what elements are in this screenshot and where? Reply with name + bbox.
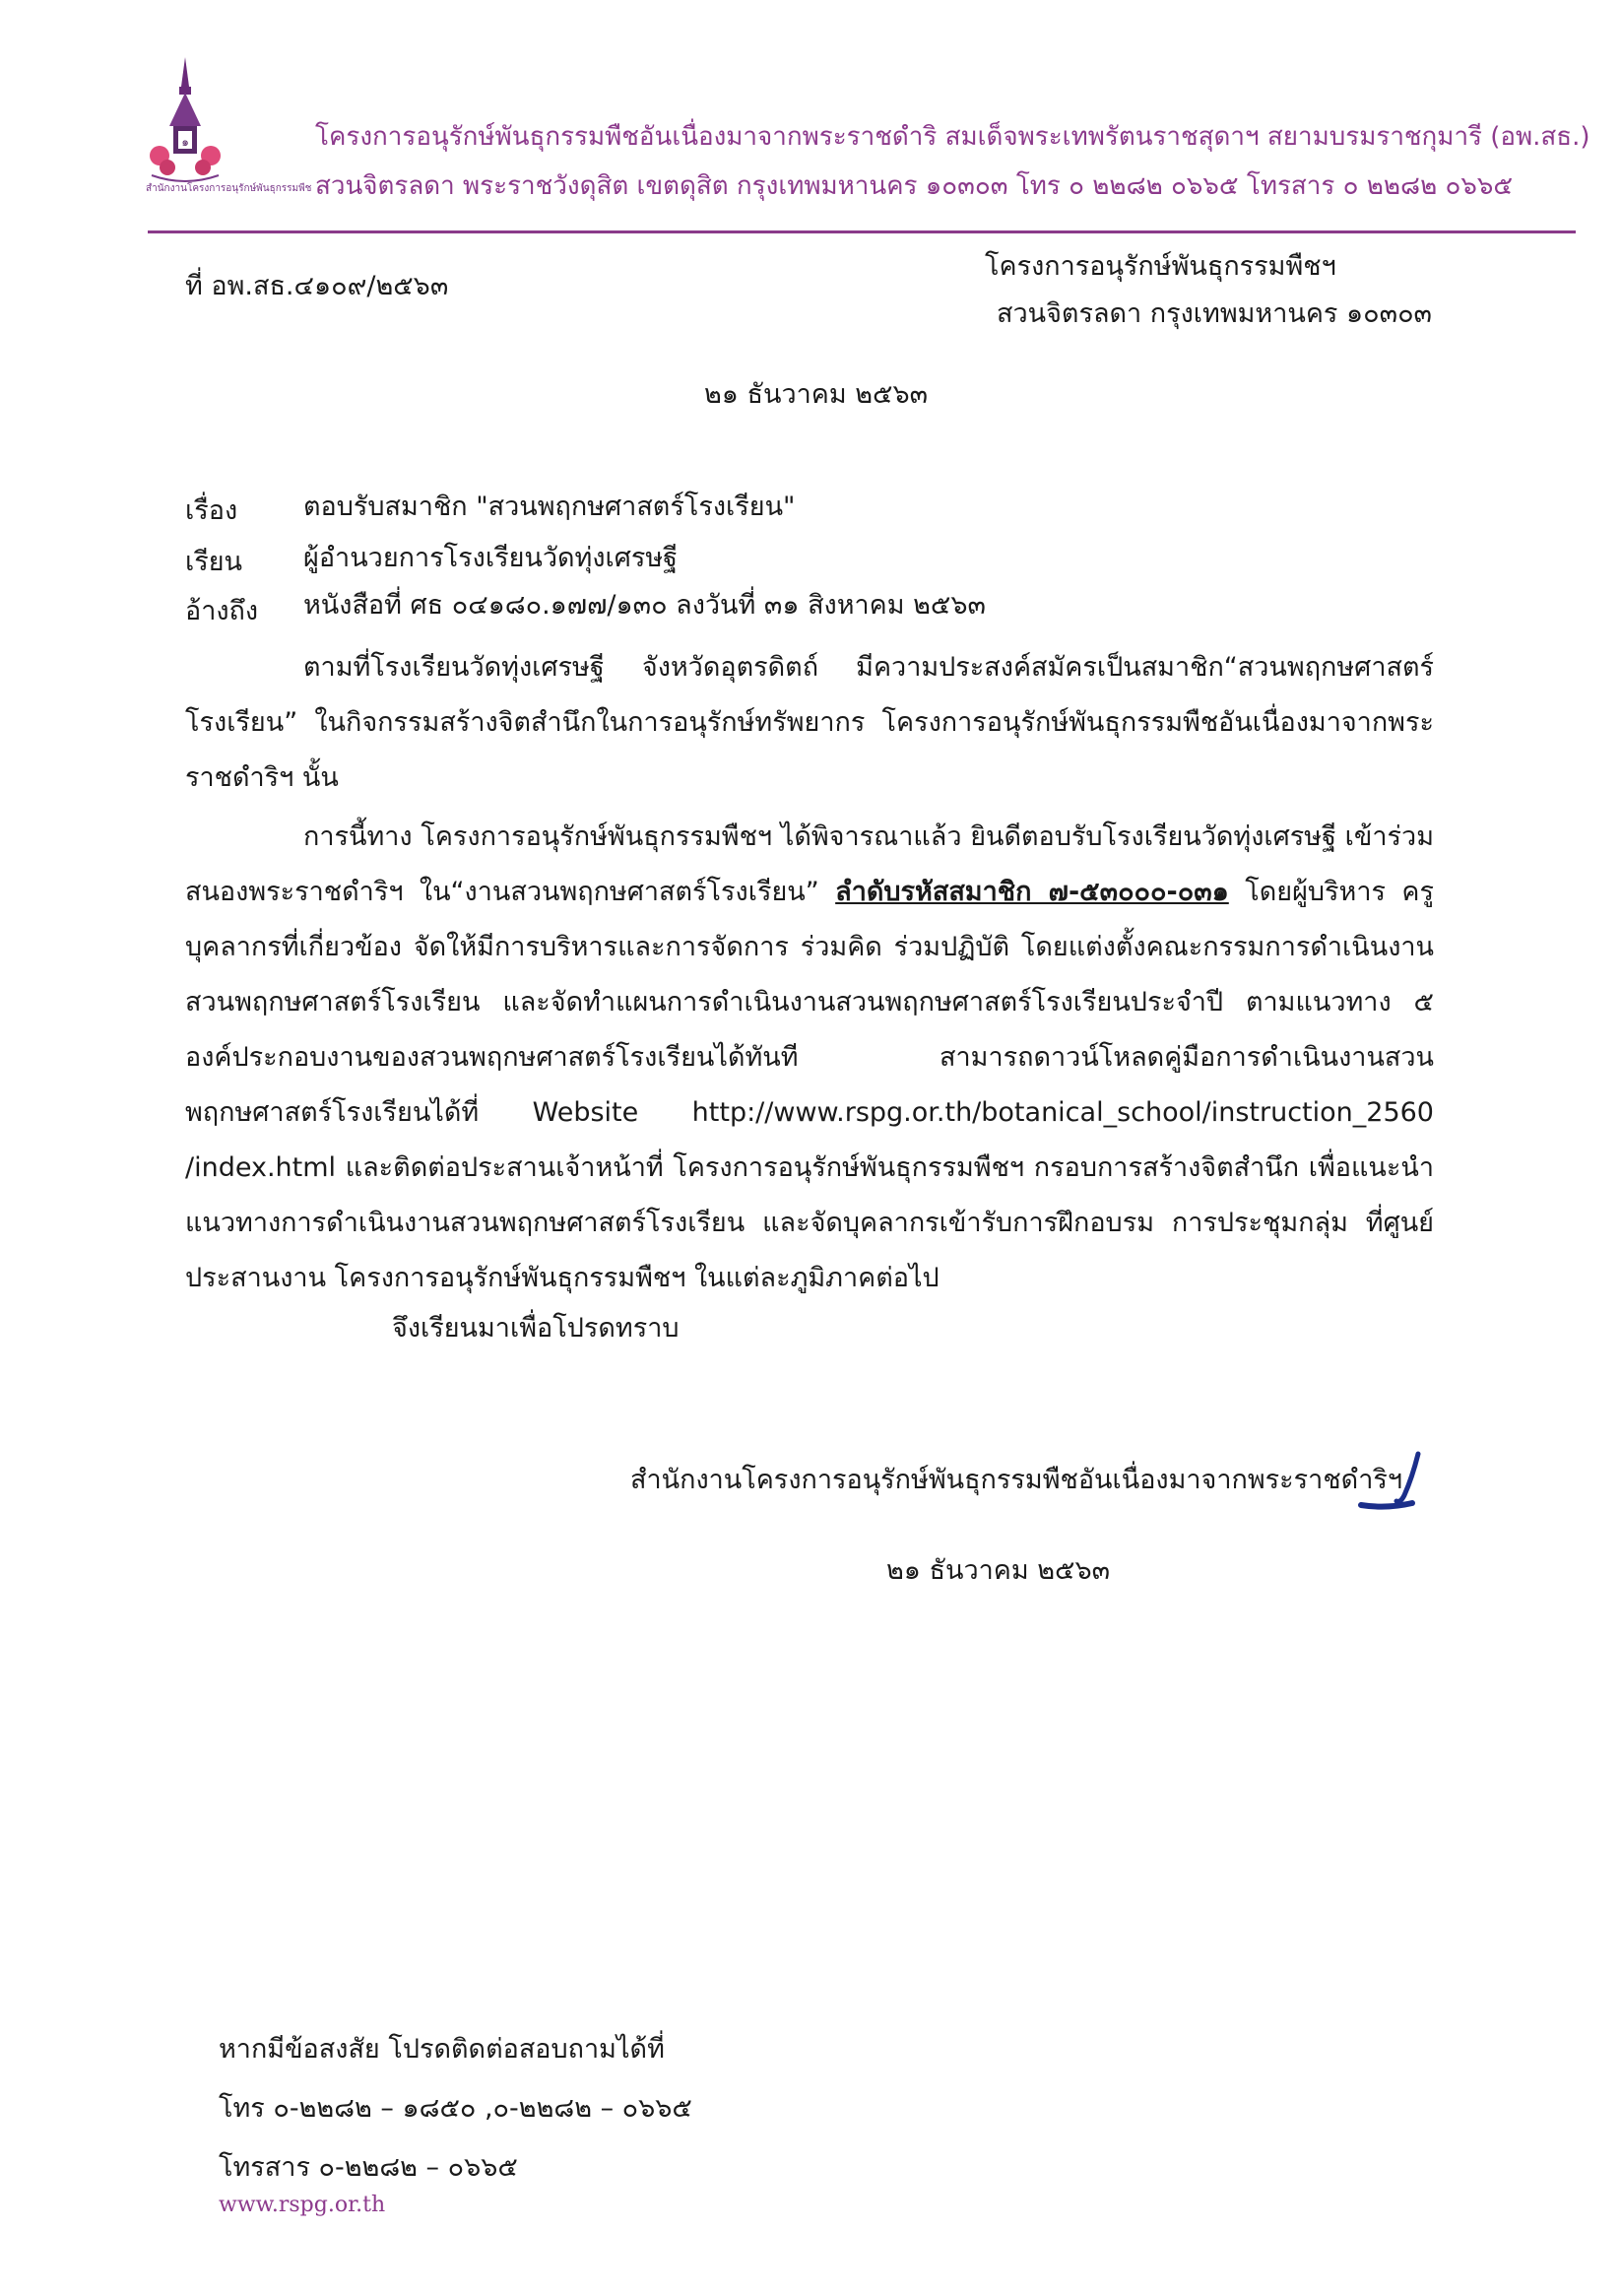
paragraph-2-text-b: โดยผู้บริหาร ครู บุคลากรที่เกี่ยวข้อง จัดให้มีการบริหารและการจัดการ ร่วมคิด ร่วมปฏิบัติ โดยแต่งตั้งคณะกรรมการดำเนินงานสวนพฤกษศาสตร์โรงเรียน และจัดทำแผนการดำเนินงานสวนพฤกษศาสตร์โรงเรียนประจำปี ตามแนวทาง ๕ องค์ประกอบงานของสวนพฤกษศาสตร์โรงเรียนได้ทันที สามารถดาวน์โหลดคู่มือการดำเนินงานสวนพฤกษศาสตร์โรงเรียนได้ที่ Website http://www.rspg.or.th/botanical_school/instruction_2560 /index.html และติดต่อประสานเจ้าหน้าที่ โครงการอนุรักษ์พันธุกรรมพืชฯ กรอบการสร้างจิตสำนึก เพื่อแนะนำแนวทางการดำเนินงานสวนพฤกษศาสตร์โรงเรียน และจัดบุคลากรเข้ารับการฝึกอบรม การประชุมกลุ่ม ที่ศูนย์ประสานงาน โครงการอนุรักษ์พันธุกรรมพืชฯ ในแต่ละภูมิภาคต่อไป — [185, 877, 1434, 1293]
signer-office: สำนักงานโครงการอนุรักษ์พันธุกรรมพืชอันเนื่องมาจากพระราชดำริฯ — [630, 1465, 1403, 1495]
body-paragraph-1 — [185, 640, 1434, 806]
reference-label: อ้างถึง — [185, 596, 259, 626]
closing-line: จึงเรียนมาเพื่อโปรดทราบ — [392, 1313, 680, 1344]
rspg-logo — [146, 57, 225, 185]
addressee-text: ผู้อำนวยการโรงเรียนวัดทุ่งเศรษฐี — [303, 543, 679, 573]
header-divider — [148, 230, 1576, 233]
logo-caption: สำนักงานโครงการอนุรักษ์พันธุกรรมพืช — [146, 183, 312, 194]
sender-line-2: สวนจิตรลดา กรุงเทพมหานคร ๑๐๓๐๓ — [997, 298, 1433, 329]
body-paragraph-2 — [185, 810, 1434, 1306]
header-project-name: โครงการอนุรักษ์พันธุกรรมพืชอันเนื่องมาจากพระราชดำริ สมเด็จพระเทพรัตนราชสุดาฯ สยามบรมราชกุมารี (อพ.สธ.) — [315, 122, 1590, 152]
header-address: สวนจิตรลดา พระราชวังดุสิต เขตดุสิต กรุงเทพมหานคร ๑๐๓๐๓ โทร ๐ ๒๒๘๒ ๐๖๖๕ โทรสาร ๐ ๒๒๘๒ ๐๖๖๕ — [315, 171, 1514, 201]
letter-date: ๒๑ ธันวาคม ๒๕๖๓ — [704, 379, 929, 410]
paragraph-2-text-a: การนี้ทาง โครงการอนุรักษ์พันธุกรรมพืชฯ ได้พิจารณาแล้ว ยินดีตอบรับโรงเรียนวัดทุ่งเศรษฐี เข้าร่วมสนองพระราชดำริฯ ใน“งานสวนพฤกษศาสตร์โรงเรียน” — [185, 821, 1434, 907]
subject-text: ตอบรับสมาชิก "สวนพฤกษศาสตร์โรงเรียน" — [303, 492, 796, 522]
subject-label: เรื่อง — [185, 495, 238, 526]
reference-text: หนังสือที่ ศธ ๐๔๑๘๐.๑๗๗/๑๓๐ ลงวันที่ ๓๑ สิงหาคม ๒๕๖๓ — [303, 590, 986, 621]
contact-intro: หากมีข้อสงสัย โปรดติดต่อสอบถามได้ที่ — [219, 2034, 665, 2065]
contact-phone: โทร ๐-๒๒๘๒ – ๑๘๕๐ ,๐-๒๒๘๒ – ๐๖๖๕ — [219, 2093, 692, 2124]
reference-number: ที่ อพ.สธ.๔๑๐๙/๒๕๖๓ — [185, 271, 449, 301]
svg-text:๑: ๑ — [181, 135, 189, 149]
footer-website-link[interactable]: www.rspg.or.th — [219, 2193, 386, 2217]
signature-mark — [1357, 1448, 1436, 1517]
contact-fax: โทรสาร ๐-๒๒๘๒ – ๐๖๖๕ — [219, 2152, 518, 2183]
addressee-label: เรียน — [185, 547, 243, 577]
sender-line-1: โครงการอนุรักษ์พันธุกรรมพืชฯ — [985, 251, 1336, 282]
member-code: ลำดับรหัสสมาชิก ๗-๕๓๐๐๐-๐๓๑ — [835, 877, 1229, 907]
paragraph-1-text: ตามที่โรงเรียนวัดทุ่งเศรษฐี จังหวัดอุตรดิตถ์ มีความประสงค์สมัครเป็นสมาชิก“สวนพฤกษศาสตร์โรงเรียน” ในกิจกรรมสร้างจิตสำนึกในการอนุรักษ์ทรัพยากร โครงการอนุรักษ์พันธุกรรมพืชอันเนื่องมาจากพระราชดำริฯ นั้น — [185, 652, 1434, 793]
signature-date: ๒๑ ธันวาคม ๒๕๖๓ — [886, 1555, 1111, 1586]
